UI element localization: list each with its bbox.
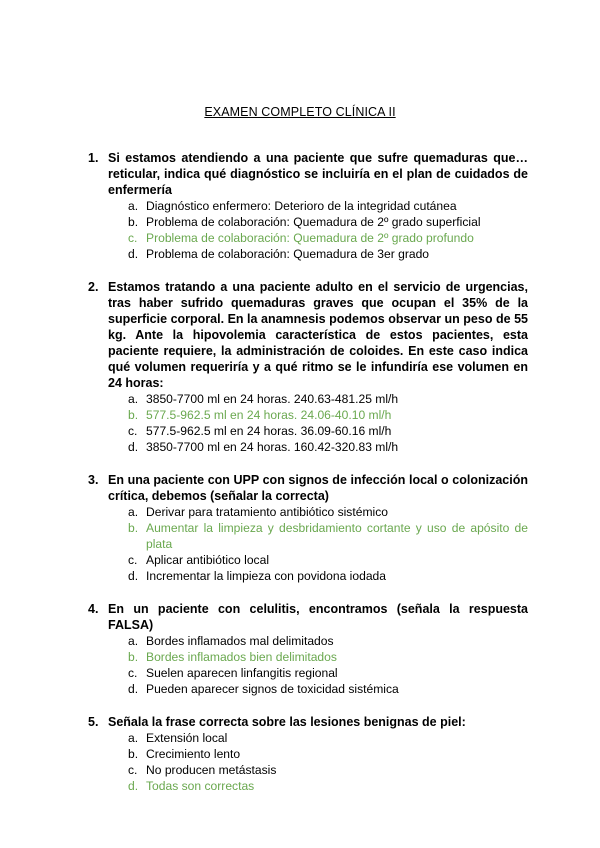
- option-text: Aplicar antibiótico local: [146, 553, 270, 567]
- question-3: [88, 472, 528, 584]
- option-text: Bordes inflamados mal delimitados: [146, 634, 334, 648]
- question-number: 2.: [88, 280, 99, 294]
- option-a: [128, 391, 528, 407]
- option-d-correct: [128, 778, 528, 794]
- option-c-correct: [128, 230, 528, 246]
- option-letter: a.: [128, 634, 139, 648]
- question-number: 4.: [88, 602, 99, 616]
- option-text: Incrementar la limpieza con povidona iodada: [146, 569, 387, 583]
- question-text: En una paciente con UPP con signos de infección local o colonización crítica, debemos (señalar la correcta): [108, 473, 528, 503]
- option-text: Problema de colaboración: Quemadura de 2º grado profundo: [146, 231, 474, 245]
- question-number: 5.: [88, 715, 99, 729]
- option-text: 577.5-962.5 ml en 24 horas. 36.09-60.16 ml/h: [146, 424, 392, 438]
- option-list: [108, 504, 528, 584]
- option-letter: b.: [128, 650, 139, 664]
- question-text: Estamos tratando a una paciente adulto en el servicio de urgencias, tras haber sufrido quemaduras graves que ocupan el 35% de la superficie corporal. En la anamnesis podemos observar un peso de 55 kg. Ante la hipovolemia característica de estos pacientes, esta paciente requiere, la administración de coloides. En este caso indica qué volumen requeriría y a qué ritmo se le infundiría ese volumen en 24 horas:: [108, 280, 528, 390]
- option-letter: c.: [128, 763, 138, 777]
- option-a: [128, 633, 528, 649]
- option-text: Pueden aparecer signos de toxicidad sistémica: [146, 682, 399, 696]
- question-5: [88, 714, 528, 794]
- option-list: [108, 633, 528, 697]
- option-letter: d.: [128, 247, 139, 261]
- option-text: 577.5-962.5 ml en 24 horas. 24.06-40.10 ml/h: [146, 408, 392, 422]
- option-c: [128, 552, 528, 568]
- option-text: Extensión local: [146, 731, 228, 745]
- option-d: [128, 568, 528, 584]
- option-b-correct: [128, 649, 528, 665]
- option-a: [128, 504, 528, 520]
- option-c: [128, 665, 528, 681]
- option-letter: d.: [128, 569, 139, 583]
- option-letter: b.: [128, 521, 139, 535]
- option-letter: a.: [128, 731, 139, 745]
- option-letter: d.: [128, 682, 139, 696]
- option-b: [128, 746, 528, 762]
- question-number: 3.: [88, 473, 99, 487]
- option-d: [128, 681, 528, 697]
- exam-title: EXAMEN COMPLETO CLÍNICA II: [204, 105, 396, 119]
- option-text: Problema de colaboración: Quemadura de 2º grado superficial: [146, 215, 481, 229]
- option-letter: c.: [128, 424, 138, 438]
- question-text: Señala la frase correcta sobre las lesiones benignas de piel:: [108, 715, 466, 729]
- option-text: Diagnóstico enfermero: Deterioro de la integridad cutánea: [146, 199, 457, 213]
- option-b-correct: [128, 407, 528, 423]
- option-text: No producen metástasis: [146, 763, 277, 777]
- option-text: Suelen aparecen linfangitis regional: [146, 666, 338, 680]
- option-letter: c.: [128, 666, 138, 680]
- option-b-correct: [128, 520, 528, 552]
- option-letter: a.: [128, 392, 139, 406]
- option-a: [128, 730, 528, 746]
- option-d: [128, 439, 528, 455]
- option-text: 3850-7700 ml en 24 horas. 240.63-481.25 ml/h: [146, 392, 399, 406]
- option-text: Problema de colaboración: Quemadura de 3er grado: [146, 247, 430, 261]
- question-1: [88, 150, 528, 262]
- option-letter: a.: [128, 505, 139, 519]
- question-text: Si estamos atendiendo a una paciente que sufre quemaduras que… reticular, indica qué diagnóstico se incluiría en el plan de cuidados de enfermería: [108, 151, 528, 197]
- question-2: [88, 279, 528, 455]
- option-letter: c.: [128, 553, 138, 567]
- option-text: Todas son correctas: [146, 779, 255, 793]
- option-text: Derivar para tratamiento antibiótico sistémico: [146, 505, 388, 519]
- option-list: [108, 391, 528, 455]
- option-letter: b.: [128, 215, 139, 229]
- option-text: Aumentar la limpieza y desbridamiento cortante y uso de apósito de plata: [146, 521, 528, 551]
- option-letter: b.: [128, 408, 139, 422]
- option-b: [128, 214, 528, 230]
- option-list: [108, 198, 528, 262]
- option-c: [128, 423, 528, 439]
- question-4: [88, 601, 528, 697]
- option-d: [128, 246, 528, 262]
- question-number: 1.: [88, 151, 99, 165]
- option-a: [128, 198, 528, 214]
- option-letter: d.: [128, 440, 139, 454]
- question-text: En un paciente con celulitis, encontramos (señala la respuesta FALSA): [108, 602, 528, 632]
- option-letter: a.: [128, 199, 139, 213]
- option-letter: c.: [128, 231, 138, 245]
- option-text: Crecimiento lento: [146, 747, 241, 761]
- option-text: Bordes inflamados bien delimitados: [146, 650, 337, 664]
- option-letter: d.: [128, 779, 139, 793]
- option-c: [128, 762, 528, 778]
- option-letter: b.: [128, 747, 139, 761]
- question-list: [88, 150, 528, 811]
- option-text: 3850-7700 ml en 24 horas. 160.42-320.83 ml/h: [146, 440, 399, 454]
- option-list: [108, 730, 528, 794]
